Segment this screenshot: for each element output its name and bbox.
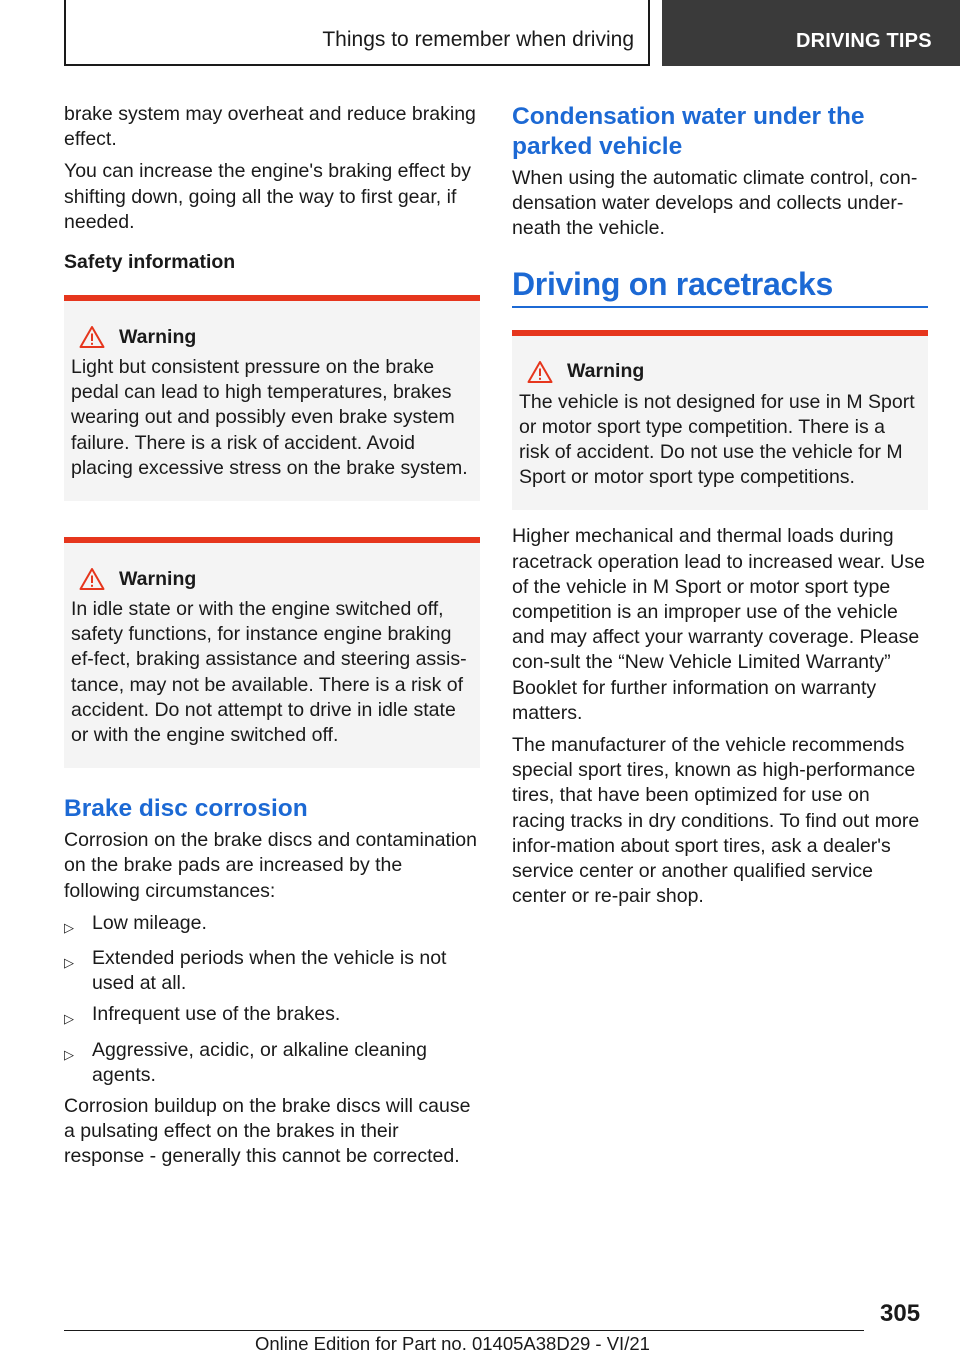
warning-triangle-icon <box>79 325 105 349</box>
heading-brake-disc-corrosion: Brake disc corrosion <box>64 795 308 823</box>
paragraph-sport-tires: The manufacturer of the vehicle recommends special sport tires, known as high-performance tires, that have been optimized for use on racing tracks in dry conditions. To find out more infor-mation about sport tires, ask a dealer's service center or another qualified service center or re-pair shop. <box>512 734 920 908</box>
footer-edition-text: Online Edition for Part no. 01405A38D29 - VI/21 <box>255 1333 650 1354</box>
corrosion-circumstances-list <box>64 911 480 1088</box>
triangle-bullet-icon: ▷ <box>64 955 74 971</box>
list-item: ▷ Low mileage. <box>64 911 480 940</box>
header-chapter-tab <box>662 0 960 66</box>
triangle-bullet-icon: ▷ <box>64 919 74 935</box>
warning-box-idle-state <box>64 537 480 768</box>
list-item: ▷ Infrequent use of the brakes. <box>64 1002 480 1031</box>
paragraph-racetrack-loads: Higher mechanical and thermal loads during racetrack operation lead to increased wear. Use of the vehicle in M Sport or motor sport type competition is an improper use of the vehicle and may affect your warranty coverage. Please con-sult the “New Vehicle Limited Warranty” Booklet for further information on warranty matters. <box>512 525 925 724</box>
header-chapter-title: DRIVING TIPS <box>796 30 932 52</box>
heading-driving-on-racetracks: Driving on racetracks <box>512 265 833 302</box>
warning-title: Warning <box>119 325 197 348</box>
warning-text: In idle state or with the engine switched off, safety functions, for instance engine braking ef-fect, braking assistance and steering assis-tance, may not be available. There is a risk of accident. Do not attempt to drive in idle state or with the engine switched off. <box>71 598 467 747</box>
safety-information-heading: Safety information <box>64 251 236 274</box>
left-column <box>64 102 480 1177</box>
warning-text: The vehicle is not designed for use in M Sport or motor sport type competition. There is a risk of accident. Do not use the vehicle for M Sport or motor sport type competitions. <box>519 390 915 489</box>
paragraph-corrosion-outro: Corrosion buildup on the brake discs will cause a pulsating effect on the brakes in their response - generally this cannot be corrected. <box>64 1095 471 1168</box>
heading-condensation-water: Condensation water under the parked vehicle <box>512 103 865 160</box>
right-column <box>512 102 928 916</box>
list-item: ▷ Extended periods when the vehicle is not used at all. <box>64 946 480 996</box>
heading-rule-racetracks <box>512 264 928 308</box>
paragraph-condensation: When using the automatic climate control, con-densation water develops and collects under-neath the vehicle. <box>512 167 918 240</box>
footer-divider <box>64 1330 864 1331</box>
page-number: 305 <box>880 1300 921 1327</box>
warning-title: Warning <box>119 567 197 590</box>
triangle-bullet-icon: ▷ <box>64 1011 74 1027</box>
warning-box-brake-pressure <box>64 295 480 501</box>
paragraph-engine-braking: You can increase the engine's braking effect by shifting down, going all the way to first gear, if needed. <box>64 160 472 233</box>
list-item: ▷ Aggressive, acidic, or alkaline cleaning agents. <box>64 1038 480 1088</box>
paragraph-corrosion-intro: Corrosion on the brake discs and contamination on the brake pads are increased by the following circumstances: <box>64 829 477 902</box>
warning-title: Warning <box>567 360 645 383</box>
warning-triangle-icon <box>527 360 553 384</box>
header-section-title: Things to remember when driving <box>322 28 634 51</box>
header-section-box <box>64 0 650 66</box>
paragraph-brake-overheat: brake system may overheat and reduce braking effect. <box>64 103 476 151</box>
warning-text: Light but consistent pressure on the brake pedal can lead to high temperatures, brakes wearing out and possibly even brake system failure. There is a risk of accident. Avoid placing excessive stress on the brake system. <box>71 356 468 479</box>
warning-box-m-sport <box>512 330 928 511</box>
triangle-bullet-icon: ▷ <box>64 1046 74 1062</box>
warning-triangle-icon <box>79 567 105 591</box>
